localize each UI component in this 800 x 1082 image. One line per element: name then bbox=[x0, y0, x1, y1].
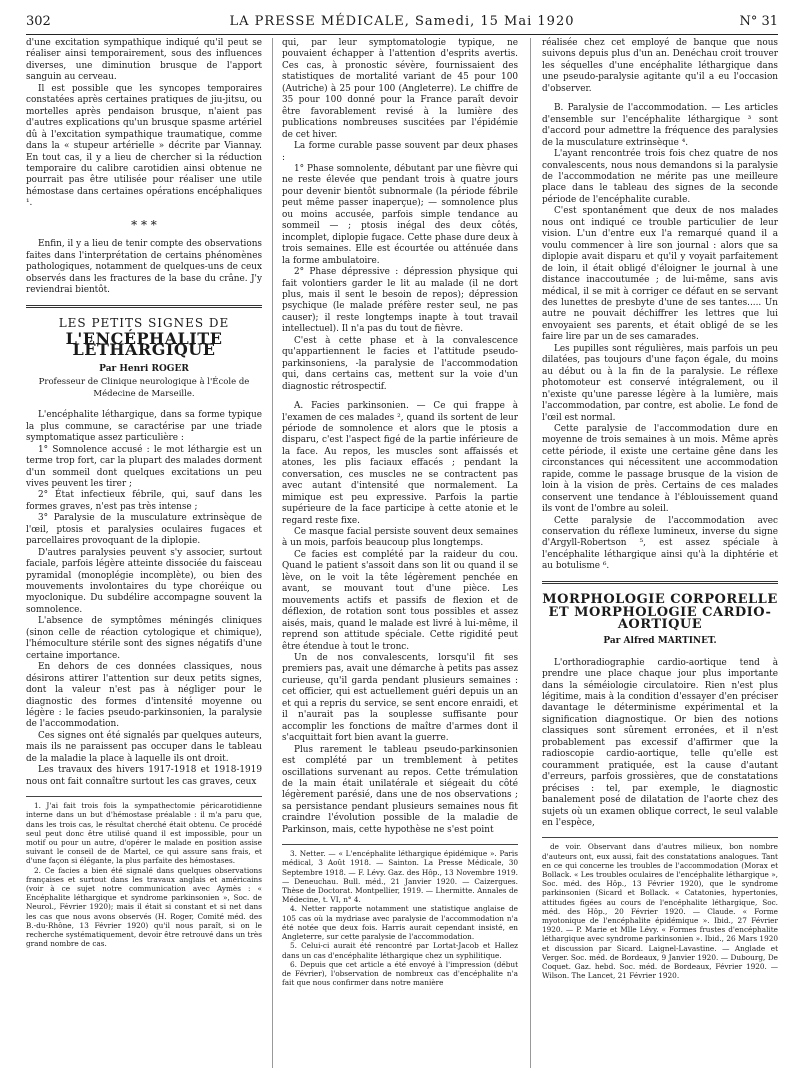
article-separator bbox=[542, 581, 778, 584]
paragraph: d'une excitation sympathique indiqué qu'il peut se réaliser ainsi temporairement, sous des influences diverses, une diminution brusque de l'apport sanguin au cerveau. bbox=[26, 38, 262, 83]
footnotes bbox=[26, 801, 262, 948]
section-heading-b: B. Paralysie de l'accommodation. — Les articles d'ensemble sur l'encéphalite léthargique ³ sont d'accord pour admettre la fréquence des paralysies de la musculature extrinsèque ⁴. bbox=[542, 103, 778, 148]
column-divider bbox=[272, 38, 273, 1068]
article2-title-line1: MORPHOLOGIE CORPORELLE bbox=[542, 591, 778, 607]
running-header bbox=[26, 14, 778, 32]
paragraph: qui, par leur symptomatologie typique, ne pouvaient échapper à l'attention d'esprits avertis. Ces cas, à pronostic sévère, fournissaient des statistiques de mortalité variant de 45 pour 100 (Autriche) à 25 pour 100 (Angleterre). Le chiffre de 35 pour 100 donné pour la France paraît devoir être favorablement revisé à la lumière des publications nombreuses suscitées par l'épidémie de cet hiver. bbox=[282, 38, 518, 140]
paragraph: C'est spontanément que deux de nos malades nous ont indiqué ce trouble particulier de leur vision. L'un d'entre eux l'a remarqué quand il a voulu commencer à lire son journal : alors que sa diplopie avait disparu et qu'il y voyait parfaitement de loin, il était obligé d'éloigner le journal à une distance inaccoutumée ; de lui-même, sans avis médical, il se mit à corriger ce défaut en se servant des lunettes de presbyte d'une de ses tantes..... Un autre ne pouvait déchiffrer les lettres que lui envoyaient ses parents, et était obligé de se les faire lire par un de ses camarades. bbox=[542, 206, 778, 343]
column-1 bbox=[26, 38, 262, 948]
footnote-rule bbox=[26, 796, 262, 797]
paragraph: 1° Phase somnolente, débutant par une fièvre qui ne reste élevée que pendant trois à quatre jours pour devenir bientôt subnormale (la période fébrile peut même passer inaperçue); — somnolence plus ou moins accusée, parfois simple tendance au sommeil — ; ptosis inégal des deux côtés, incomplet, diplopie fugace. Cette phase dure deux à trois semaines. Elle est écourtée ou atténuée dans la forme ambulatoire. bbox=[282, 163, 518, 266]
footnote: 5. Celui-ci aurait été rencontré par Lortat-Jacob et Hallez dans un cas d'encéphalite léthargique chez un syphilitique. bbox=[282, 941, 518, 960]
paragraph: Plus rarement le tableau pseudo-parkinsonien est complété par un tremblement à petites oscillations survenant au repos. Cette trémulation de la main était unilatérale et siégeait du côté légèrement parésié, dans une de nos observations ; sa persistance pendant plusieurs semaines nous fit craindre l'évolution possible de la maladie de Parkinson, mais, cette hypothèse ne s'est point bbox=[282, 744, 518, 835]
paragraph: L'orthoradiographie cardio-aortique tend à prendre une place chaque jour plus importante dans la séméiologie circulatoire. Rien n'est plus légitime, mais à la condition d'essayer d'en préciser davantage le déterminisme expérimental et la signification diagnostique. Or bien des notions classiques sont sûrement erronées, et il n'est probablement pas excessif d'affirmer que la radioscopie cardio-aortique, telle qu'elle est couramment pratiquée, est la cause d'autant d'erreurs, parfois grossières, que de constatations précises : tel, par exemple, le diagnostic banalement posé de dilatation de l'aorte chez des sujets où un examen oblique correct, le seul valable en l'espèce, bbox=[542, 657, 778, 828]
article-kicker: LES PETITS SIGNES DE bbox=[58, 315, 230, 330]
footnote-rule bbox=[542, 837, 778, 838]
footnote: 3. Netter. — « L'encéphalite léthargique épidémique ». Paris médical, 3 Août 1918. — Sainton. La Presse Médicale, 30 Septembre 1918. — F. Lévy. Gaz. des Hôp., 13 Novembre 1919. — Deneuchau. Bull. méd., 21 Janvier 1920. — Caizergues. Thèse de Doctorat. Montpellier, 1919. — Lhermitte. Annales de Médecine, t. VI, n° 4. bbox=[282, 849, 518, 905]
footnotes bbox=[542, 842, 778, 980]
footnote: de voir. Observant dans d'autres milieux, bon nombre d'auteurs ont, eux aussi, fait des constatations analogues. Tant en ce qui concerne les troubles de l'accommodation (Morax et Bollack. « Les troubles oculaires de l'encéphalite léthargique », Soc. méd. des Hôp., 13 Février 1920), que le syndrome parkinsonien (Sicard et Bollack. « Catatonies, hypertonies, attitudes figées au cours de l'encéphalite léthargique, Soc. méd. des Hôp., 20 Février 1920. — Claude. « Forme myotonique de l'encéphalite épidémique ». Ibid., 27 Février 1920. — P. Marie et Mlle Lévy. « Formes frustes d'encéphalite léthargique avec syndrome parkinsonien ». Ibid., 26 Mars 1920 et discussion par Sicard. Laignel-Lavastine. — Anglade et Verger. Soc. méd. de Bordeaux, 9 Janvier 1920. — Dubourg, De Coquet. Gaz. hebd. Soc. méd. de Bordeaux, Février 1920. — Wilson. The Lancet, 21 Février 1920. bbox=[542, 842, 778, 981]
footnote: 1. J'ai fait trois fois la sympathectomie péricarotidienne interne dans un but d'hémostase préalable : il m'a paru que, dans les trois cas, le résultat cherché était obtenu. Ce procédé seul peut donc être utilisé quand il est impossible, pour un motif ou pour un autre, d'opérer le malade en position assise suivant le conseil de de Martel, ce qui assure sans frais, et d'une façon si élégante, la plus parfaite des hémostases. bbox=[26, 801, 262, 866]
footnote-rule bbox=[282, 844, 518, 845]
footnote: 2. Ce facies a bien été signalé dans quelques observations françaises et surtout dans les travaux anglais et américains (voir à ce sujet notre communication avec Aymès : « Encéphalite léthargique et syndrome parkinsonien », Soc. de Neurol., Février 1920); mais il était si constant et si net dans les cas que nous avons observés (H. Roger, Comité méd. des B.-du-Rhône, 13 Février 1920) qu'il nous paraît, si on le recherche systématiquement, devoir être retrouvé dans un très grand nombre de cas. bbox=[26, 865, 262, 949]
section-heading-a: A. Facies parkinsonien. — Ce qui frappe à l'examen de ces malades ², quand ils sortent de leur période de somnolence et alors que le ptosis a disparu, c'est l'aspect figé de la partie inférieure de la face. Au repos, les muscles sont affaissés et atones, les plis faciaux effacés ; pendant la conversation, ces muscles ne se contractent pas avec autant d'intensité que normalement. La mimique est peu expressive. Parfois la partie supérieure de la face participe à cette atonie et le regard reste fixe. bbox=[282, 401, 518, 526]
footnote: 6. Depuis que cet article a été envoyé à l'impression (début de Février), l'observation de nombreux cas d'encéphalite n'a fait que nous confirmer dans notre manière bbox=[282, 959, 518, 988]
journal-title: LA PRESSE MÉDICALE, Samedi, 15 Mai 1920 bbox=[229, 14, 575, 29]
paragraph: Cette paralysie de l'accommodation dure en moyenne de trois semaines à un mois. Même après cette période, il existe une certaine gêne dans les circonstances qui nécessitent une accommodation rapide, comme le passage brusque de la vision de loin à la vision de près. Certains de ces malades conservent une tendance à l'éblouissement quand ils vont de l'ombre au soleil. bbox=[542, 423, 778, 515]
issue-number: N° 31 bbox=[739, 14, 778, 29]
paragraph: C'est à cette phase et à la convalescence qu'appartiennent le facies et l'attitude pseudo-parkinsoniens, -la paralysie de l'accommodation qui, dans certains cas, mettent sur la voie d'un diagnostic rétrospectif. bbox=[282, 335, 518, 392]
page-number: 302 bbox=[26, 14, 51, 29]
paragraph: Les travaux des hivers 1917-1918 et 1918-1919 nous ont fait connaître surtout les cas graves, ceux bbox=[26, 765, 262, 787]
column-divider bbox=[530, 38, 531, 1068]
paragraph: Il est possible que les syncopes temporaires constatées après certaines pratiques de jiu-jitsu, ou mortelles après pendaison brusque, n'aient pas d'autres explications qu'un brusque spasme artériel dû à l'excitation sympathique traumatique, comme dans la « stupeur artérielle » décrite par Viannay. En tout cas, il y a lieu de chercher si la réduction temporaire du calibre carotidien ainsi obtenue ne pourrait pas être utilisée pour réaliser une utile hémostase dans certaines opérations encéphaliques ¹. bbox=[26, 83, 262, 209]
paragraph: Ces signes ont été signalés par quelques auteurs, mais ils ne paraissent pas occuper dans le tableau de la maladie la place à laquelle ils ont droit. bbox=[26, 730, 262, 764]
paragraph: Ce masque facial persiste souvent deux semaines à un mois, parfois beaucoup plus longtemps. bbox=[282, 527, 518, 549]
column-2 bbox=[282, 38, 518, 987]
paragraph: En dehors de ces données classiques, nous désirons attirer l'attention sur deux petits signes, dont la valeur n'est pas à négliger pour le diagnostic des formes d'intensité moyenne ou légère : le facies pseudo-parkinsonien, la paralysie de l'accommodation. bbox=[26, 662, 262, 730]
paragraph: L'encéphalite léthargique, dans sa forme typique la plus commune, se caractérise par une triade symptomatique assez particulière : bbox=[26, 410, 262, 444]
column-3 bbox=[542, 38, 778, 981]
footnotes bbox=[282, 849, 518, 987]
section-separator: * * * bbox=[131, 217, 157, 232]
paragraph: D'autres paralysies peuvent s'y associer, surtout faciale, parfois légère atteinte dissociée du faisceau pyramidal (monoplégie incomplète), ou bien des mouvements involontaires du type choréique ou myoclonique. Du subdélire accompagne souvent la somnolence. bbox=[26, 547, 262, 615]
paragraph: 2° État infectieux fébrile, qui, sauf dans les formes graves, n'est pas très intense ; bbox=[26, 490, 262, 512]
article-separator bbox=[26, 305, 262, 308]
article-affiliation: Professeur de Clinique neurologique à l'École de Médecine de Marseille. bbox=[38, 377, 250, 399]
paragraph: Un de nos convalescents, lorsqu'il fit ses premiers pas, avait une démarche à petits pas assez curieuse, qu'il garda pendant plusieurs semaines : cet officier, qui est actuellement guéri depuis un an et qui a repris du service, se sent encore enraidi, et il n'aurait pas la souplesse suffisante pour accomplir les fonctions de maître d'armes dont il s'acquittait fort bien avant la guerre. bbox=[282, 653, 518, 744]
paragraph: 2° Phase dépressive : dépression physique qui fait volontiers garder le lit au malade (il ne dort plus, mais il sent le besoin de repos); dépression psychique (le malade préfère rester seul, ne pas causer); il reste longtemps inapte à tout travail intellectuel). Il n'a pas du tout de fièvre. bbox=[282, 267, 518, 335]
paragraph: Ce facies est complété par la raideur du cou. Quand le patient s'assoit dans son lit ou quand il se lève, on le voit la tête légèrement penchée en avant, se mouvant tout d'une pièce. Les mouvements actifs et passifs de flexion et de déflexion, de rotation sont tous possibles et assez aisés, mais, quand le malade est livré à lui-même, il reprend son attitude spéciale. Cette rigidité peut être étendue à tout le tronc. bbox=[282, 549, 518, 652]
paragraph: Enfin, il y a lieu de tenir compte des observations faites dans l'interprétation de certains phénomènes pathologiques, notamment de quelques-uns de ceux observés dans les fractures de la base du crâne. J'y reviendrai bientôt. bbox=[26, 239, 262, 296]
paragraph: 1° Somnolence accusé : le mot léthargie est un terme trop fort, car la plupart des malades dorment d'un sommeil dont quelques excitations un peu vives peuvent les tirer ; bbox=[26, 444, 262, 489]
footnote: 4. Netter rapporte notamment une statistique anglaise de 105 cas où la mydriase avec paralysie de l'accommodation n'a été notée que deux fois. Harris aurait cependant insisté, en Angleterre, sur cette paralysie de l'accommodation. bbox=[282, 904, 518, 942]
paragraph: Cette paralysie de l'accommodation avec conservation du réflexe lumineux, inverse du signe d'Argyll-Robertson ⁵, est assez spéciale à l'encéphalite léthargique ainsi qu'à la diphtérie et au botulisme ⁶. bbox=[542, 515, 778, 572]
article2-title-line2: ET MORPHOLOGIE CARDIO-AORTIQUE bbox=[548, 605, 772, 632]
paragraph: La forme curable passe souvent par deux phases : bbox=[282, 141, 518, 163]
paragraph: Les pupilles sont régulières, mais parfois un peu dilatées, pas toujours d'une façon égale, du moins au début ou à la fin de la paralysie. Le réflexe photomoteur est conservé intégralement, ou il n'existe qu'une paresse légère à la lumière, mais l'accommodation, par contre, est abolie. Le fond de l'œil est normal. bbox=[542, 343, 778, 423]
header-rule bbox=[26, 34, 778, 35]
article-author: Par Henri ROGER bbox=[99, 363, 189, 374]
article2-author: Par Alfred MARTINET. bbox=[603, 636, 717, 647]
paragraph: L'ayant rencontrée trois fois chez quatre de nos convalescents, nous nous demandons si la paralysie de l'accommodation ne mérite pas une meilleure place dans le tableau des signes de la seconde période de l'encéphalite curable. bbox=[542, 149, 778, 205]
article-title: L'ENCÉPHALITE LÉTHARGIQUE bbox=[65, 328, 223, 360]
paragraph: réalisée chez cet employé de banque que nous suivons depuis plus d'un an. Denéchau croit trouver les séquelles d'une encéphalite léthargique dans une pseudo-paralysie agitante qu'il a eu l'occasion d'observer. bbox=[542, 38, 778, 94]
journal-page bbox=[26, 14, 778, 1070]
paragraph: 3° Paralysie de la musculature extrinsèque de l'œil, ptosis et paralysies oculaires fugaces et parcellaires provoquant de la diplopie. bbox=[26, 513, 262, 547]
paragraph: L'absence de symptômes méningés cliniques (sinon celle de réaction cytologique et chimique), l'hémoculture stérile sont des signes négatifs d'une certaine importance. bbox=[26, 616, 262, 661]
